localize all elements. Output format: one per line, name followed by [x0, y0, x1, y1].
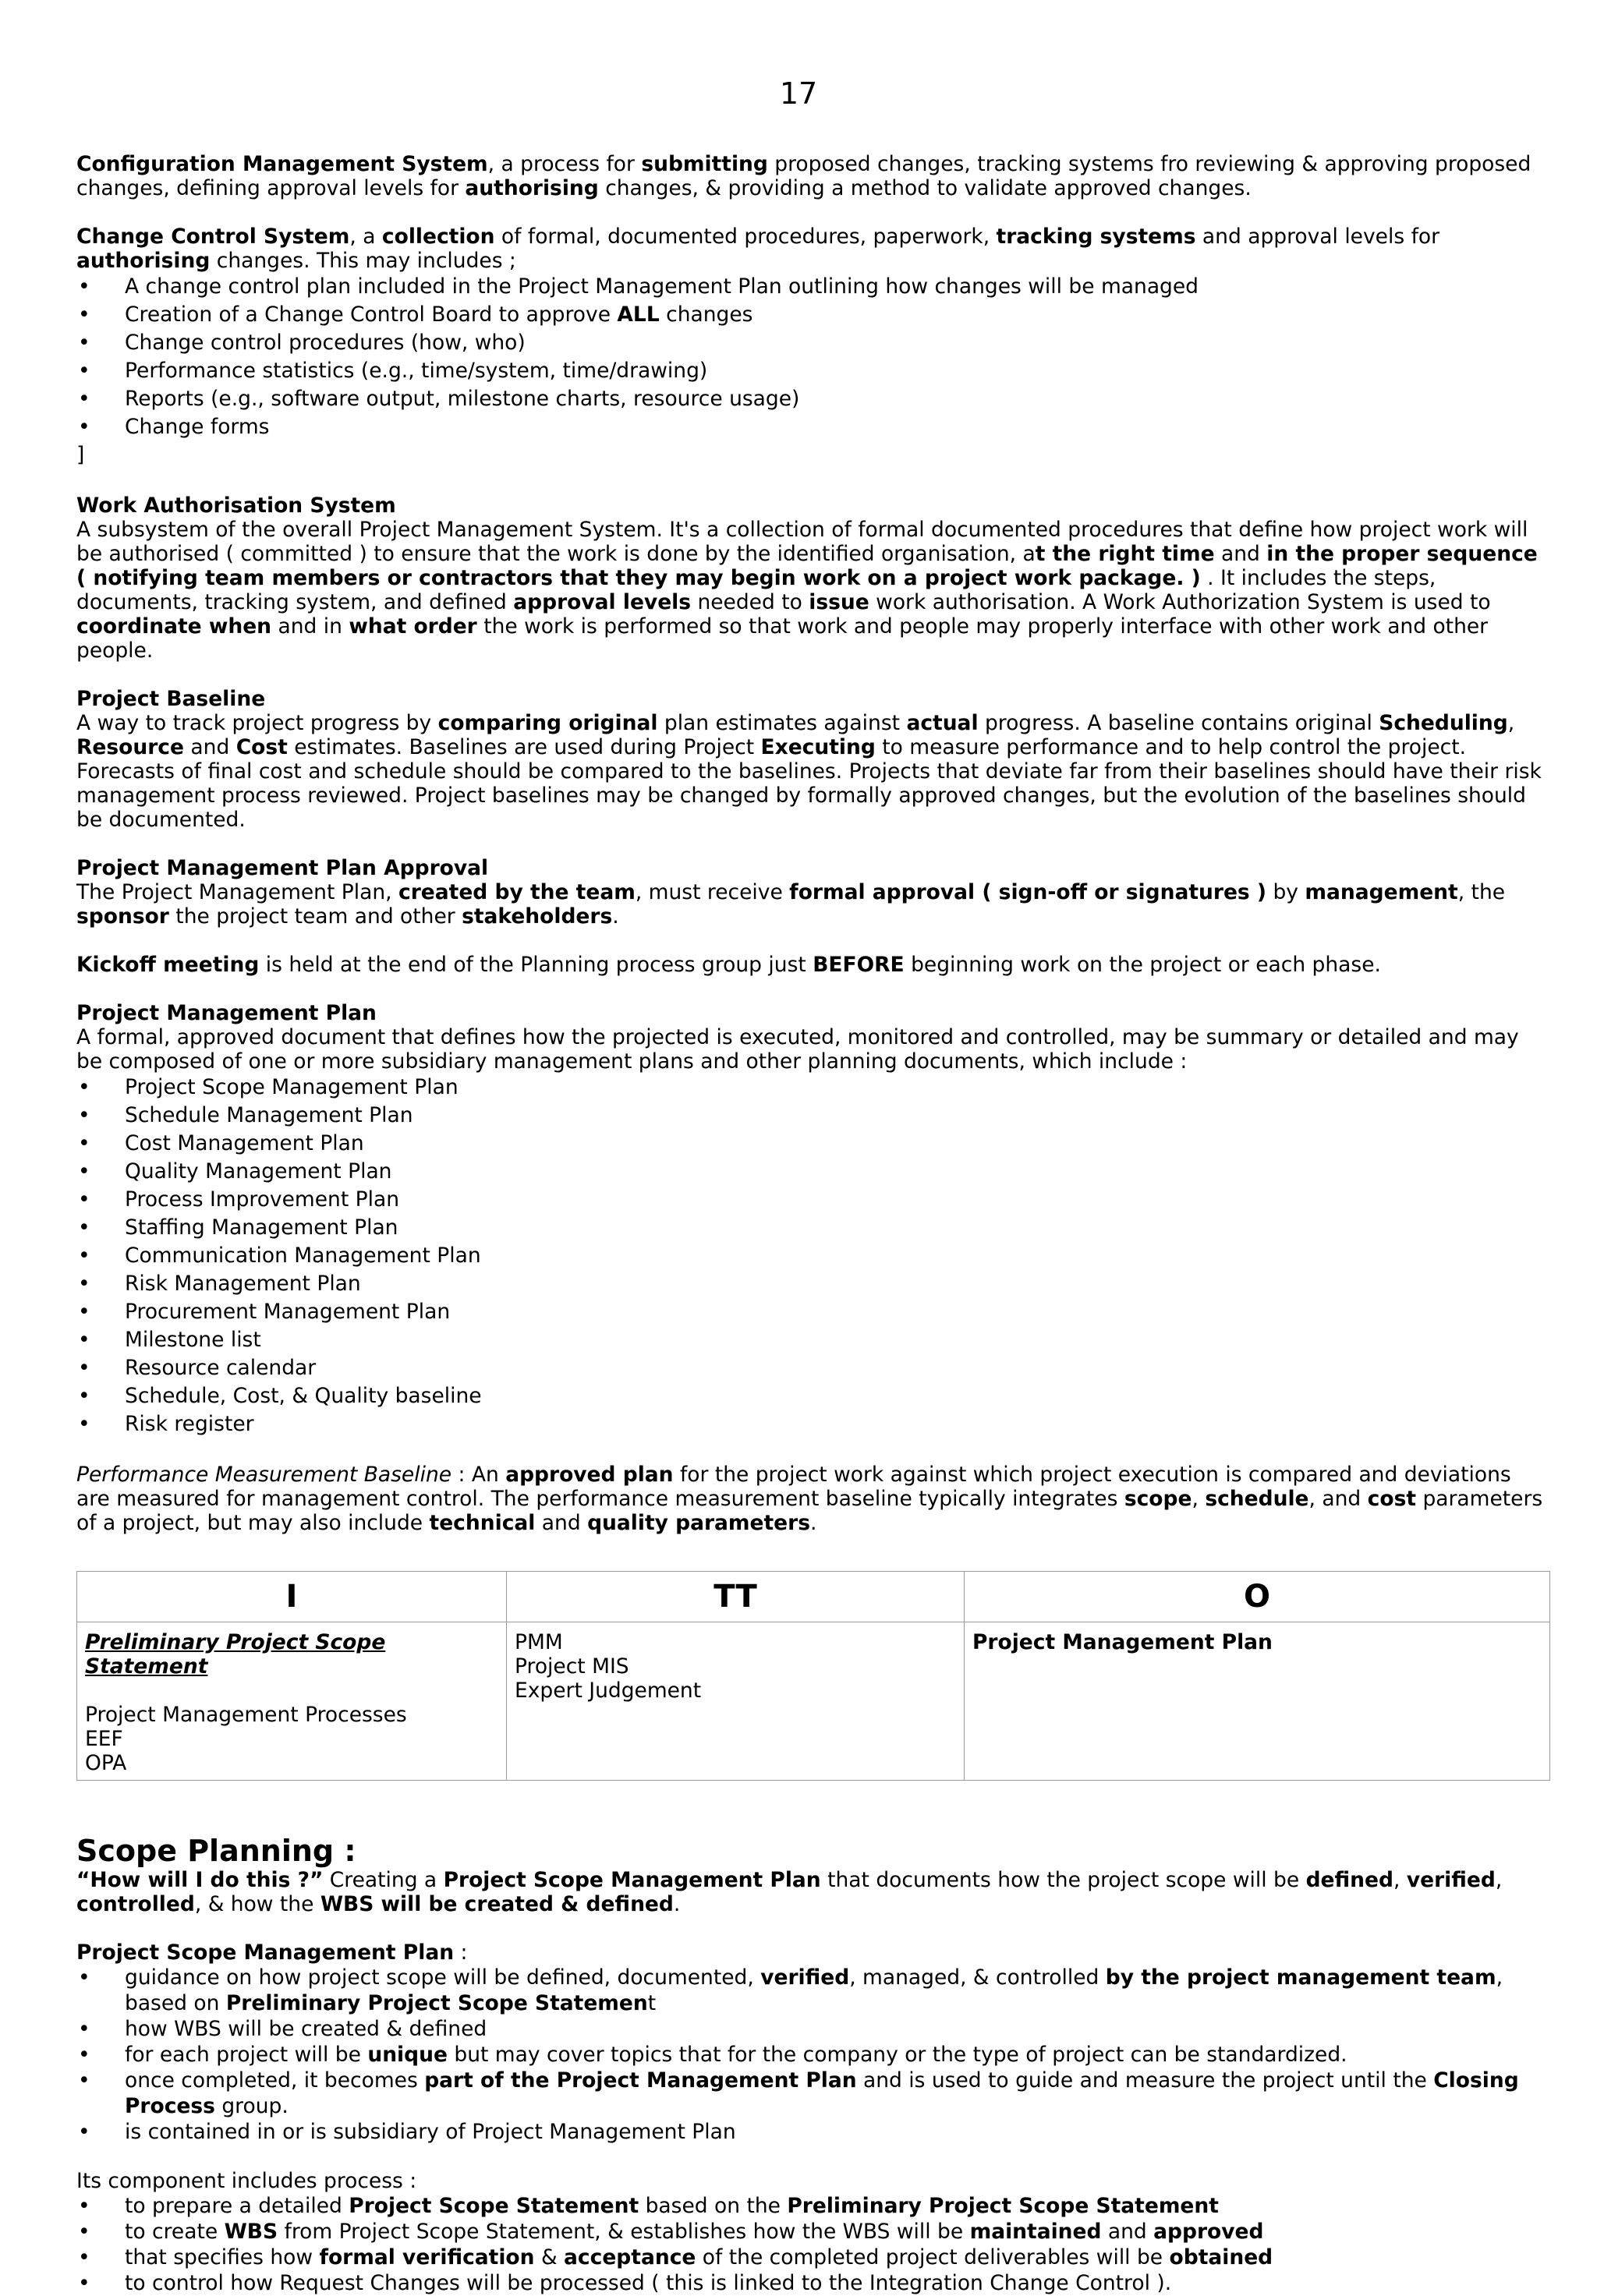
text-segment: changes. This may includes ;	[210, 249, 516, 273]
pmp-list-item: • Project Scope Management Plan	[76, 1074, 1550, 1102]
text-segment: , managed, & controlled	[849, 1965, 1106, 1990]
text-segment: needed to	[691, 590, 809, 614]
project-baseline-heading: Project Baseline	[76, 687, 266, 711]
text-segment: collection	[381, 225, 495, 249]
text-segment: Change control procedures (how, who)	[125, 331, 526, 355]
psmp-list-item	[76, 1965, 1550, 2016]
text-segment: Creation of a Change Control Board to approve	[125, 302, 618, 327]
work-authorisation-paragraph	[76, 518, 1550, 663]
pmp-list-item: • Staffing Management Plan	[76, 1214, 1550, 1242]
text-segment: proposed changes, tracking systems fro reviewing & approving proposed changes, defining approval levels for	[76, 152, 1531, 200]
text-segment: ,	[1393, 1868, 1407, 1892]
text-segment: plan estimates against	[657, 711, 907, 735]
text-segment: progress. A baseline contains original	[978, 711, 1379, 735]
text-segment: tracking systems	[996, 225, 1196, 249]
work-authorisation-heading: Work Authorisation System	[76, 494, 396, 518]
text-segment: comparing original	[437, 711, 658, 735]
psmp-heading-suffix: :	[454, 1940, 468, 1965]
psmp-list-item	[76, 2119, 1550, 2145]
text-segment: management	[1305, 880, 1458, 904]
pmp-list-item: • Cost Management Plan	[76, 1130, 1550, 1158]
text-segment: of the completed project deliverables will be	[696, 2245, 1170, 2269]
text-segment: verified	[760, 1965, 850, 1990]
text-segment: created by the team	[398, 880, 636, 904]
text-segment: verified	[1406, 1868, 1496, 1892]
component-list-item	[76, 2245, 1550, 2270]
text-segment: unique	[367, 2043, 448, 2067]
text-segment: sponsor	[76, 904, 169, 929]
text-segment: ,	[1192, 1487, 1206, 1511]
psmp-list-item	[76, 2068, 1550, 2119]
component-list	[76, 2193, 1550, 2296]
text-segment: , must receive	[635, 880, 790, 904]
text-segment: approved plan	[505, 1463, 674, 1487]
performance-baseline-paragraph	[76, 1463, 1550, 1535]
pmp-list-item: • Risk Management Plan	[76, 1270, 1550, 1298]
pmp-approval-section	[76, 856, 1550, 929]
component-list-item	[76, 2219, 1550, 2245]
psmp-list	[76, 1965, 1550, 2145]
text-segment: approval levels	[513, 590, 692, 614]
text-segment: .	[612, 904, 619, 929]
text-segment: changes, & providing a method to validate approved changes.	[598, 176, 1252, 200]
text-segment: WBS will be created & defined	[320, 1892, 674, 1916]
change-control-item	[76, 301, 1550, 329]
text-segment: coordinate when	[76, 614, 272, 639]
component-list-item	[76, 2270, 1550, 2296]
text-segment: but may cover topics that for the company or the type of project can be standardized.	[447, 2043, 1347, 2067]
text-segment: Project Scope Management Plan	[443, 1868, 821, 1892]
text-segment: for each project will be	[125, 2043, 368, 2067]
text-segment: ,	[1507, 711, 1515, 735]
text-segment: The Project Management Plan,	[76, 880, 399, 904]
text-segment: Change forms	[125, 415, 270, 439]
text-segment: Cost	[235, 735, 288, 759]
text-segment: , and	[1308, 1487, 1368, 1511]
pmp-list-item: • Schedule, Cost, & Quality baseline	[76, 1382, 1550, 1410]
kickoff-paragraph	[76, 953, 1550, 977]
text-segment: to control how Request Changes will be processed ( this is linked to the Integration Change Control ).	[125, 2271, 1172, 2295]
psmp-section	[76, 1940, 1550, 2145]
itto-input: Project Management Processes	[85, 1703, 407, 1727]
text-segment: , a process for	[487, 152, 642, 176]
text-segment: formal approval ( sign-off or signatures )	[789, 880, 1267, 904]
text-segment: controlled	[76, 1892, 195, 1916]
text-segment: of formal, documented procedures, paperwork,	[494, 225, 997, 249]
text-segment: . It includes the steps, documents, tracking system, and defined	[76, 566, 1436, 614]
text-segment: acceptance	[564, 2245, 696, 2269]
pmp-list-item: • Resource calendar	[76, 1354, 1550, 1382]
text-segment: work authorisation. A Work Authorization System is used to	[869, 590, 1491, 614]
itto-input: EEF	[85, 1727, 123, 1751]
change-control-paragraph	[76, 225, 1550, 273]
text-segment: by	[1266, 880, 1305, 904]
project-baseline-paragraph	[76, 711, 1550, 832]
text-segment: Configuration Management System	[76, 152, 488, 176]
pmp-list-item: • Quality Management Plan	[76, 1158, 1550, 1186]
text-segment: group.	[214, 2094, 289, 2118]
text-segment: ALL	[617, 302, 660, 327]
text-segment: Preliminary Project Scope Statemen	[225, 1991, 648, 2015]
itto-tool: Expert Judgement	[515, 1679, 702, 1703]
text-segment: Executing	[760, 735, 876, 759]
text-segment: “How will I do this ?”	[76, 1868, 324, 1892]
text-segment: and	[183, 735, 236, 759]
text-segment: cost	[1367, 1487, 1417, 1511]
pmp-list	[76, 1074, 1550, 1438]
text-segment: authorising	[76, 249, 211, 273]
text-segment: , a	[349, 225, 382, 249]
text-segment: Performance statistics (e.g., time/system, time/drawing)	[125, 359, 708, 383]
component-list-item	[76, 2193, 1550, 2219]
text-segment: t the right time	[1035, 542, 1215, 566]
text-segment: , based on	[125, 1965, 1503, 2015]
itto-outputs-cell	[965, 1622, 1550, 1781]
text-segment: maintained	[969, 2220, 1102, 2244]
text-segment: for the project work against which project execution is compared and deviations are measured for management control. The performance measurement baseline typically integrates	[76, 1463, 1511, 1511]
project-baseline-section	[76, 687, 1550, 832]
text-segment: Project Scope Statement	[349, 2194, 639, 2218]
itto-header-tools: TT	[507, 1572, 965, 1622]
pmp-list-item: • Schedule Management Plan	[76, 1102, 1550, 1130]
text-segment: approved	[1153, 2220, 1264, 2244]
text-segment: changes	[659, 302, 753, 327]
pmp-list-item: • Communication Management Plan	[76, 1242, 1550, 1270]
text-segment: stakeholders	[462, 904, 613, 929]
itto-input-primary: Preliminary Project Scope Statement	[85, 1630, 386, 1679]
change-control-item	[76, 413, 1550, 441]
text-segment: formal verification	[319, 2245, 535, 2269]
text-segment: Scheduling	[1379, 711, 1508, 735]
text-segment: and is used to guide and measure the project until the	[856, 2068, 1434, 2093]
text-segment: .	[810, 1511, 817, 1535]
text-segment: and in	[271, 614, 349, 639]
scope-planning-title: Scope Planning :	[76, 1834, 356, 1868]
pmp-approval-paragraph	[76, 880, 1550, 929]
text-segment: Kickoff meeting	[76, 953, 260, 977]
itto-output: Project Management Plan	[972, 1630, 1273, 1654]
text-segment: guidance on how project scope will be defined, documented,	[125, 1965, 761, 1990]
change-control-item	[76, 329, 1550, 357]
pmp-list-item: • Risk register	[76, 1410, 1550, 1438]
scope-planning-intro	[76, 1868, 1550, 1916]
pmp-intro: A formal, approved document that defines how the projected is executed, monitored and controlled, may be summary or detailed and may be composed of one or more subsidiary management plans and other planning documents, which include :	[76, 1025, 1519, 1074]
text-segment: A change control plan included in the Project Management Plan outlining how changes will be managed	[125, 274, 1199, 299]
text-segment: WBS	[224, 2220, 278, 2244]
pmp-approval-heading: Project Management Plan Approval	[76, 856, 489, 880]
text-segment: to measure performance and to help control the project. Forecasts of final cost and schedule should be compared to the baselines. Projects that deviate far from their baselines should have their risk management process reviewed. Project baselines may be changed by formally approved changes, but the evolution of the baselines should be documented.	[76, 735, 1542, 832]
pmp-list-item: • Procurement Management Plan	[76, 1298, 1550, 1326]
text-segment: and	[535, 1511, 588, 1535]
text-segment: Preliminary Project Scope Statement	[787, 2194, 1219, 2218]
itto-header-row	[77, 1572, 1550, 1622]
text-segment: defined	[1305, 1868, 1393, 1892]
text-segment: and	[1214, 542, 1267, 566]
text-segment: to create	[125, 2220, 225, 2244]
psmp-list-item	[76, 2016, 1550, 2042]
text-segment: schedule	[1205, 1487, 1309, 1511]
text-segment: is held at the end of the Planning process group just	[259, 953, 813, 977]
component-heading: Its component includes process :	[76, 2169, 417, 2193]
text-segment: beginning work on the project or each phase.	[904, 953, 1381, 977]
text-segment: actual	[906, 711, 979, 735]
text-segment: ,	[1495, 1868, 1503, 1892]
text-segment: how WBS will be created & defined	[125, 2017, 487, 2041]
itto-body-row	[77, 1622, 1550, 1781]
text-segment: what order	[349, 614, 477, 639]
text-segment: from Project Scope Statement, & establishes how the WBS will be	[278, 2220, 970, 2244]
text-segment: : An	[451, 1463, 506, 1487]
text-segment: based on the	[639, 2194, 788, 2218]
text-segment: .	[673, 1892, 681, 1916]
text-segment: the work is performed so that work and people may properly interface with other work and other people.	[76, 614, 1489, 663]
pmp-list-item: • Milestone list	[76, 1326, 1550, 1354]
config-management-paragraph	[76, 152, 1550, 200]
change-control-item	[76, 357, 1550, 385]
work-authorisation-section	[76, 494, 1550, 663]
itto-inputs-cell	[77, 1622, 507, 1781]
text-segment: quality parameters	[587, 1511, 811, 1535]
itto-tools-cell	[507, 1622, 965, 1781]
text-segment: scope	[1124, 1487, 1192, 1511]
change-control-item	[76, 273, 1550, 301]
text-segment: Change Control System	[76, 225, 350, 249]
text-segment: Closing Process	[125, 2068, 1519, 2118]
stray-bracket: ]	[76, 443, 85, 467]
text-segment: authorising	[465, 176, 599, 200]
pmp-list-item: • Process Improvement Plan	[76, 1186, 1550, 1214]
text-segment: once completed, it becomes	[125, 2068, 425, 2093]
change-control-list	[76, 273, 1550, 441]
text-segment: the project team and other	[168, 904, 462, 929]
text-segment: t	[647, 1991, 657, 2015]
text-segment: technical	[429, 1511, 536, 1535]
text-segment: part of the Project Management Plan	[424, 2068, 857, 2093]
text-segment: and	[1101, 2220, 1154, 2244]
text-segment: Reports (e.g., software output, milestone charts, resource usage)	[125, 387, 800, 411]
text-segment: parameters of a project, but may also include	[76, 1487, 1543, 1535]
itto-tool: Project MIS	[515, 1654, 629, 1679]
text-segment: Resource	[76, 735, 184, 759]
text-segment: Performance Measurement Baseline	[76, 1463, 452, 1487]
itto-header-inputs: I	[77, 1572, 507, 1622]
text-segment: that documents how the project scope will be	[820, 1868, 1306, 1892]
pmp-section	[76, 1001, 1550, 1438]
text-segment: to prepare a detailed	[125, 2194, 349, 2218]
change-control-section	[76, 225, 1550, 469]
pmp-heading: Project Management Plan	[76, 1001, 377, 1025]
text-segment: , the	[1457, 880, 1506, 904]
component-section	[76, 2169, 1550, 2296]
text-segment: estimates. Baselines are used during Project	[287, 735, 761, 759]
text-segment: in the proper sequence ( notifying team members or contractors that they may begin work on a project work package. )	[76, 542, 1538, 590]
change-control-item	[76, 385, 1550, 413]
text-segment: &	[534, 2245, 565, 2269]
itto-tool: PMM	[515, 1630, 563, 1654]
page-number: 17	[779, 76, 818, 111]
text-segment: BEFORE	[813, 953, 905, 977]
text-segment: issue	[809, 590, 869, 614]
text-segment: , & how the	[194, 1892, 320, 1916]
text-segment: A way to track project progress by	[76, 711, 438, 735]
text-segment: that specifies how	[125, 2245, 320, 2269]
itto-table	[76, 1571, 1550, 1781]
text-segment: submitting	[641, 152, 768, 176]
psmp-heading: Project Scope Management Plan	[76, 1940, 455, 1965]
document-page	[76, 74, 1550, 2296]
text-segment: and approval levels for	[1195, 225, 1440, 249]
text-segment: Creating a	[323, 1868, 444, 1892]
text-segment: obtained	[1169, 2245, 1273, 2269]
itto-header-outputs: O	[965, 1572, 1550, 1622]
text-segment: by the project management team	[1105, 1965, 1496, 1990]
text-segment: is contained in or is subsidiary of Project Management Plan	[125, 2120, 736, 2144]
psmp-list-item	[76, 2042, 1550, 2068]
itto-input: OPA	[85, 1751, 127, 1775]
text-segment: A subsystem of the overall Project Management System. It's a collection of formal documented procedures that define how project work will be authorised ( committed ) to ensure that the work is done by the identified organisation, a	[76, 518, 1528, 566]
